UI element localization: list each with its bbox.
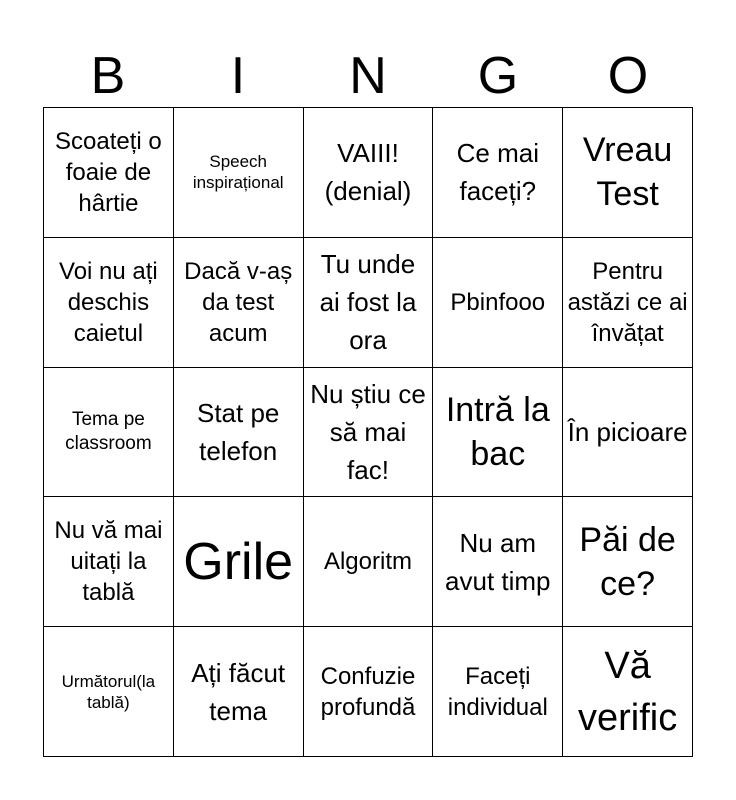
cell-text: Ce mai faceți? [456,138,539,207]
bingo-cell-r1c5[interactable] [563,108,693,238]
cell-text: Dacă v-aș da test acum [184,257,293,347]
cell-text: Pentru astăzi ce ai învățat [567,257,688,347]
bingo-cell-r1c4[interactable] [433,108,563,238]
bingo-cell-r4c5[interactable] [563,497,693,627]
cell-text: VAIII! (denial) [324,138,412,207]
header-letter-g: G [477,47,519,105]
bingo-cell-r4c3[interactable] [304,497,434,627]
bingo-cell-r4c1[interactable] [44,497,174,627]
header-letter-o: O [607,47,649,105]
bingo-cell-r2c1[interactable] [44,238,174,368]
bingo-cell-r4c4[interactable] [433,497,563,627]
cell-text: Vă verific [577,644,678,739]
bingo-cell-r2c2[interactable] [174,238,304,368]
bingo-cell-r1c3[interactable] [304,108,434,238]
cell-text: Faceți individual [447,662,548,721]
bingo-cell-r5c3[interactable] [304,627,434,757]
bingo-cell-r3c4[interactable] [433,368,563,498]
bingo-cell-r5c5[interactable] [563,627,693,757]
cell-text: Vreau Test [582,131,673,214]
bingo-cell-r3c3[interactable] [304,368,434,498]
bingo-board [43,107,693,757]
cell-text: Următorul(la tablă) [61,671,156,712]
cell-text: Păi de ce? [579,520,676,603]
cell-text: Algoritm [323,548,412,576]
cell-text: Stat pe telefon [196,397,280,466]
bingo-cell-r3c1[interactable] [44,368,174,498]
cell-text: Intră la bac [445,390,550,473]
cell-text: Nu știu ce să mai fac! [310,378,426,485]
bingo-cell-r4c2[interactable] [174,497,304,627]
bingo-cell-r5c1[interactable] [44,627,174,757]
bingo-cell-r2c4[interactable] [433,238,563,368]
cell-text: Tema pe classroom [65,408,152,454]
bingo-cell-r3c5[interactable] [563,368,693,498]
bingo-cell-r2c3[interactable] [304,238,434,368]
header-letter-n: N [349,47,387,105]
bingo-cell-r5c2[interactable] [174,627,304,757]
bingo-header [43,44,693,108]
bingo-cell-r5c4[interactable] [433,627,563,757]
bingo-cell-r1c2[interactable] [174,108,304,238]
cell-text: Speech inspirațional [192,152,284,193]
cell-text: Grile [183,532,294,591]
cell-text: Voi nu ați deschis caietul [59,257,158,347]
header-letter-b: B [90,47,126,105]
cell-text: Scoateți o foaie de hârtie [55,127,162,217]
cell-text: Nu am avut timp [445,527,551,596]
bingo-cell-r1c1[interactable] [44,108,174,238]
cell-text: Tu unde ai fost la ora [319,249,417,356]
cell-text: Ați făcut tema [191,657,286,726]
cell-text: Nu vă mai uitați la tablă [54,517,163,607]
header-letter-i: I [230,47,246,105]
cell-text: În picioare [567,416,688,447]
bingo-cell-r2c5[interactable] [563,238,693,368]
cell-text: Confuzie profundă [320,662,416,721]
bingo-cell-r3c2[interactable] [174,368,304,498]
cell-text: Pbinfooo [450,288,546,316]
